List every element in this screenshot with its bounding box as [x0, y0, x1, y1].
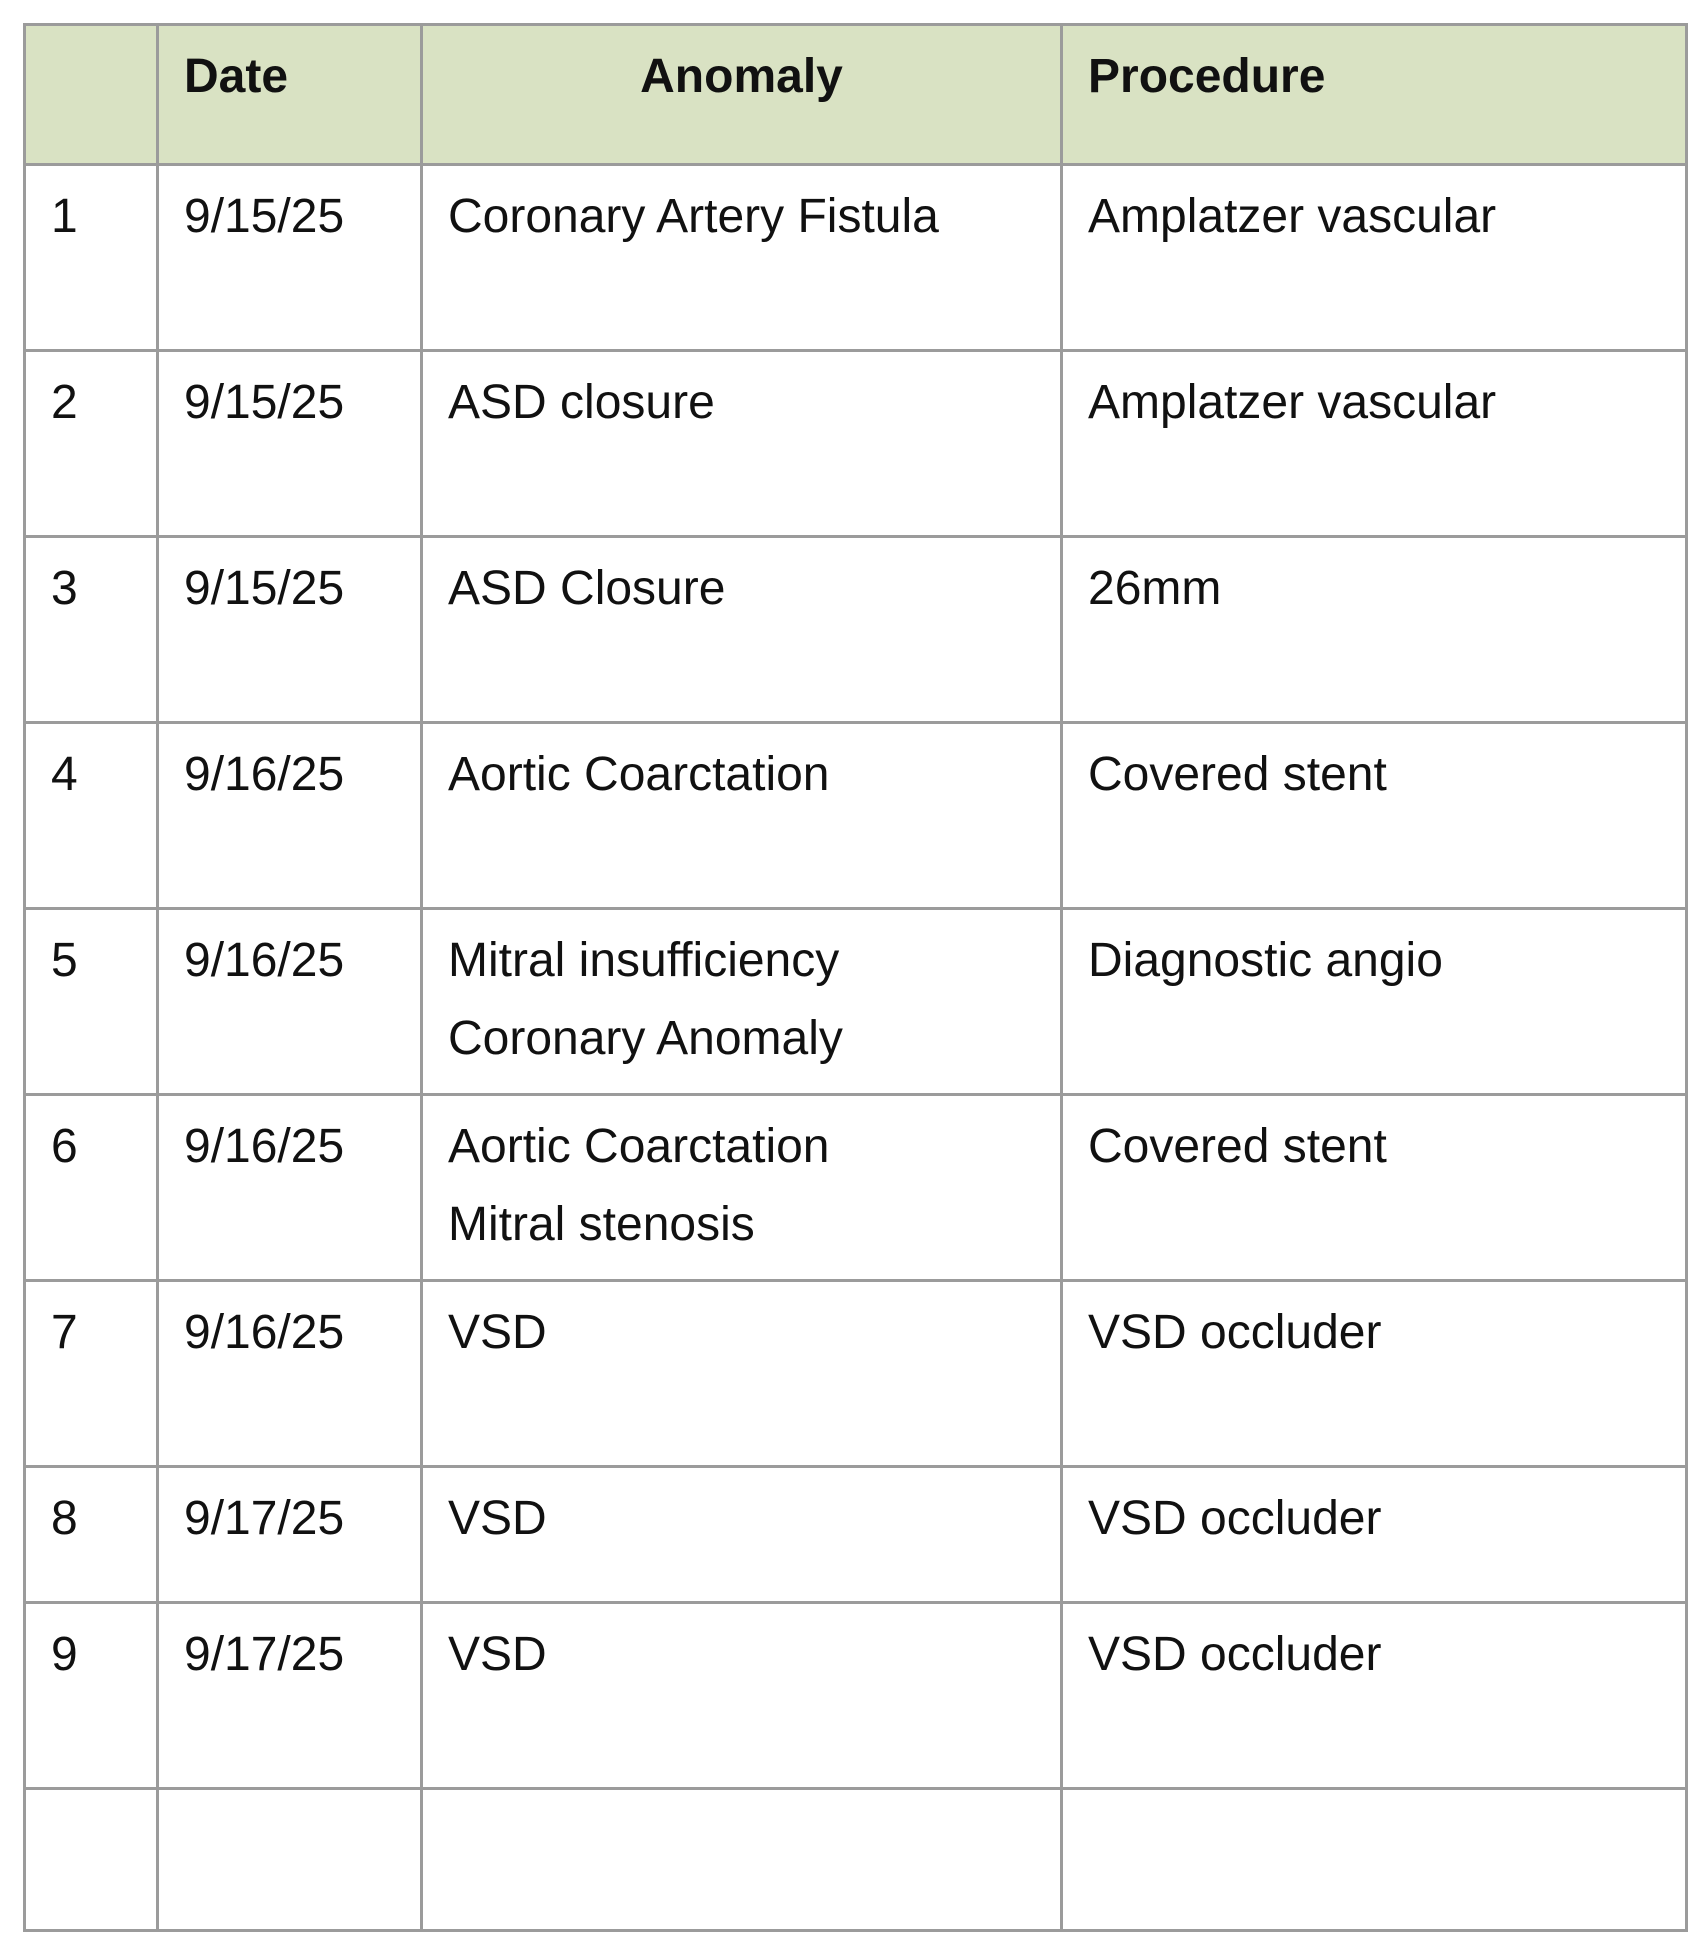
anomaly-line: Coronary Anomaly	[448, 1012, 843, 1065]
row-procedure: Covered stent	[1062, 723, 1687, 909]
table-row	[25, 1095, 1687, 1281]
row-date: 9/17/25	[158, 1603, 422, 1789]
row-anomaly	[422, 1603, 1062, 1789]
header-anomaly: Anomaly	[422, 25, 1062, 165]
table-row	[25, 723, 1687, 909]
row-procedure: Amplatzer vascular	[1062, 165, 1687, 351]
row-procedure: Covered stent	[1062, 1095, 1687, 1281]
header-number	[25, 25, 158, 165]
anomaly-line: Mitral insufficiency	[448, 934, 840, 987]
row-date: 9/15/25	[158, 537, 422, 723]
row-procedure: 26mm	[1062, 537, 1687, 723]
table-header-row	[25, 25, 1687, 165]
table-row	[25, 537, 1687, 723]
row-date: 9/16/25	[158, 909, 422, 1095]
row-procedure: VSD occluder	[1062, 1603, 1687, 1789]
table-row	[25, 1603, 1687, 1789]
row-anomaly	[422, 723, 1062, 909]
row-procedure: Diagnostic angio	[1062, 909, 1687, 1095]
table-row	[25, 165, 1687, 351]
row-number: 6	[25, 1095, 158, 1281]
row-date: 9/17/25	[158, 1467, 422, 1603]
row-date	[158, 1789, 422, 1931]
row-number	[25, 1789, 158, 1931]
row-date: 9/15/25	[158, 165, 422, 351]
anomaly-line: Mitral stenosis	[448, 1198, 755, 1251]
anomaly-line: VSD	[448, 1306, 547, 1359]
row-anomaly	[422, 537, 1062, 723]
row-number: 3	[25, 537, 158, 723]
row-anomaly	[422, 351, 1062, 537]
anomaly-line: ASD closure	[448, 376, 715, 429]
row-anomaly	[422, 1281, 1062, 1467]
row-number: 8	[25, 1467, 158, 1603]
table-row	[25, 909, 1687, 1095]
row-number: 9	[25, 1603, 158, 1789]
row-anomaly	[422, 165, 1062, 351]
row-procedure	[1062, 1789, 1687, 1931]
row-anomaly	[422, 909, 1062, 1095]
row-anomaly	[422, 1789, 1062, 1931]
anomaly-line: Aortic Coarctation	[448, 748, 830, 801]
header-procedure: Procedure	[1062, 25, 1687, 165]
row-number: 7	[25, 1281, 158, 1467]
row-number: 5	[25, 909, 158, 1095]
table-row	[25, 1281, 1687, 1467]
anomaly-line: Aortic Coarctation	[448, 1120, 830, 1173]
row-procedure: VSD occluder	[1062, 1467, 1687, 1603]
row-procedure: Amplatzer vascular	[1062, 351, 1687, 537]
table-row	[25, 1467, 1687, 1603]
anomaly-line: ASD Closure	[448, 562, 726, 615]
row-number: 1	[25, 165, 158, 351]
row-date: 9/16/25	[158, 1095, 422, 1281]
row-number: 2	[25, 351, 158, 537]
row-anomaly	[422, 1095, 1062, 1281]
row-procedure: VSD occluder	[1062, 1281, 1687, 1467]
row-date: 9/16/25	[158, 723, 422, 909]
anomaly-line: VSD	[448, 1492, 547, 1545]
row-anomaly	[422, 1467, 1062, 1603]
anomaly-line: VSD	[448, 1628, 547, 1681]
table-row-empty	[25, 1789, 1687, 1931]
procedure-table	[23, 23, 1688, 1932]
row-date: 9/15/25	[158, 351, 422, 537]
header-date: Date	[158, 25, 422, 165]
anomaly-line: Coronary Artery Fistula	[448, 190, 939, 243]
row-date: 9/16/25	[158, 1281, 422, 1467]
table-row	[25, 351, 1687, 537]
row-number: 4	[25, 723, 158, 909]
